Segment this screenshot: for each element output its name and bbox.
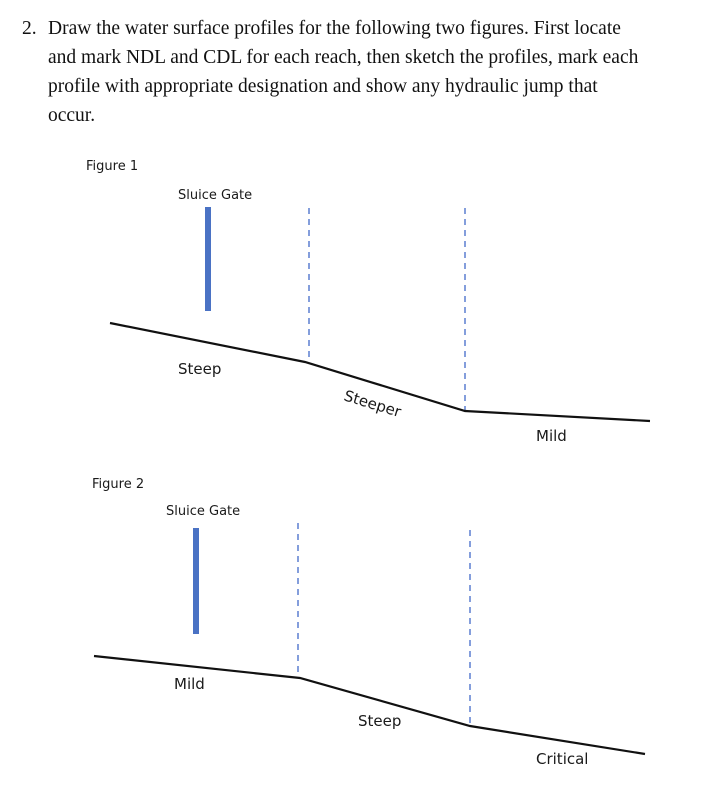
- reach-label-mild-2: Mild: [174, 675, 205, 693]
- reach-label-critical: Critical: [536, 750, 589, 768]
- figure-2-title: Figure 2: [92, 477, 145, 492]
- reach-label-mild: Mild: [536, 427, 567, 445]
- question-line: occur.: [48, 105, 96, 126]
- figure-1-title: Figure 1: [86, 159, 139, 174]
- question-number: 2.: [22, 18, 37, 39]
- reach-label-steeper: Steeper: [341, 386, 404, 422]
- figure-1: [86, 159, 650, 445]
- question-line: profile with appropriate designation and show any hydraulic jump that: [48, 76, 598, 97]
- sluice-gate-2: [193, 528, 199, 634]
- reach-label-steep: Steep: [178, 360, 222, 378]
- sluice-gate-1: [205, 207, 211, 311]
- figure-2: [92, 477, 645, 768]
- question-line: Draw the water surface profiles for the following two figures. First locate: [48, 18, 621, 39]
- channel-bed-2: [94, 656, 645, 754]
- figure-2-gate-label: Sluice Gate: [166, 504, 241, 519]
- question-line: and mark NDL and CDL for each reach, then sketch the profiles, mark each: [48, 47, 639, 68]
- reach-label-steep-2: Steep: [358, 712, 402, 730]
- figure-1-gate-label: Sluice Gate: [178, 188, 253, 203]
